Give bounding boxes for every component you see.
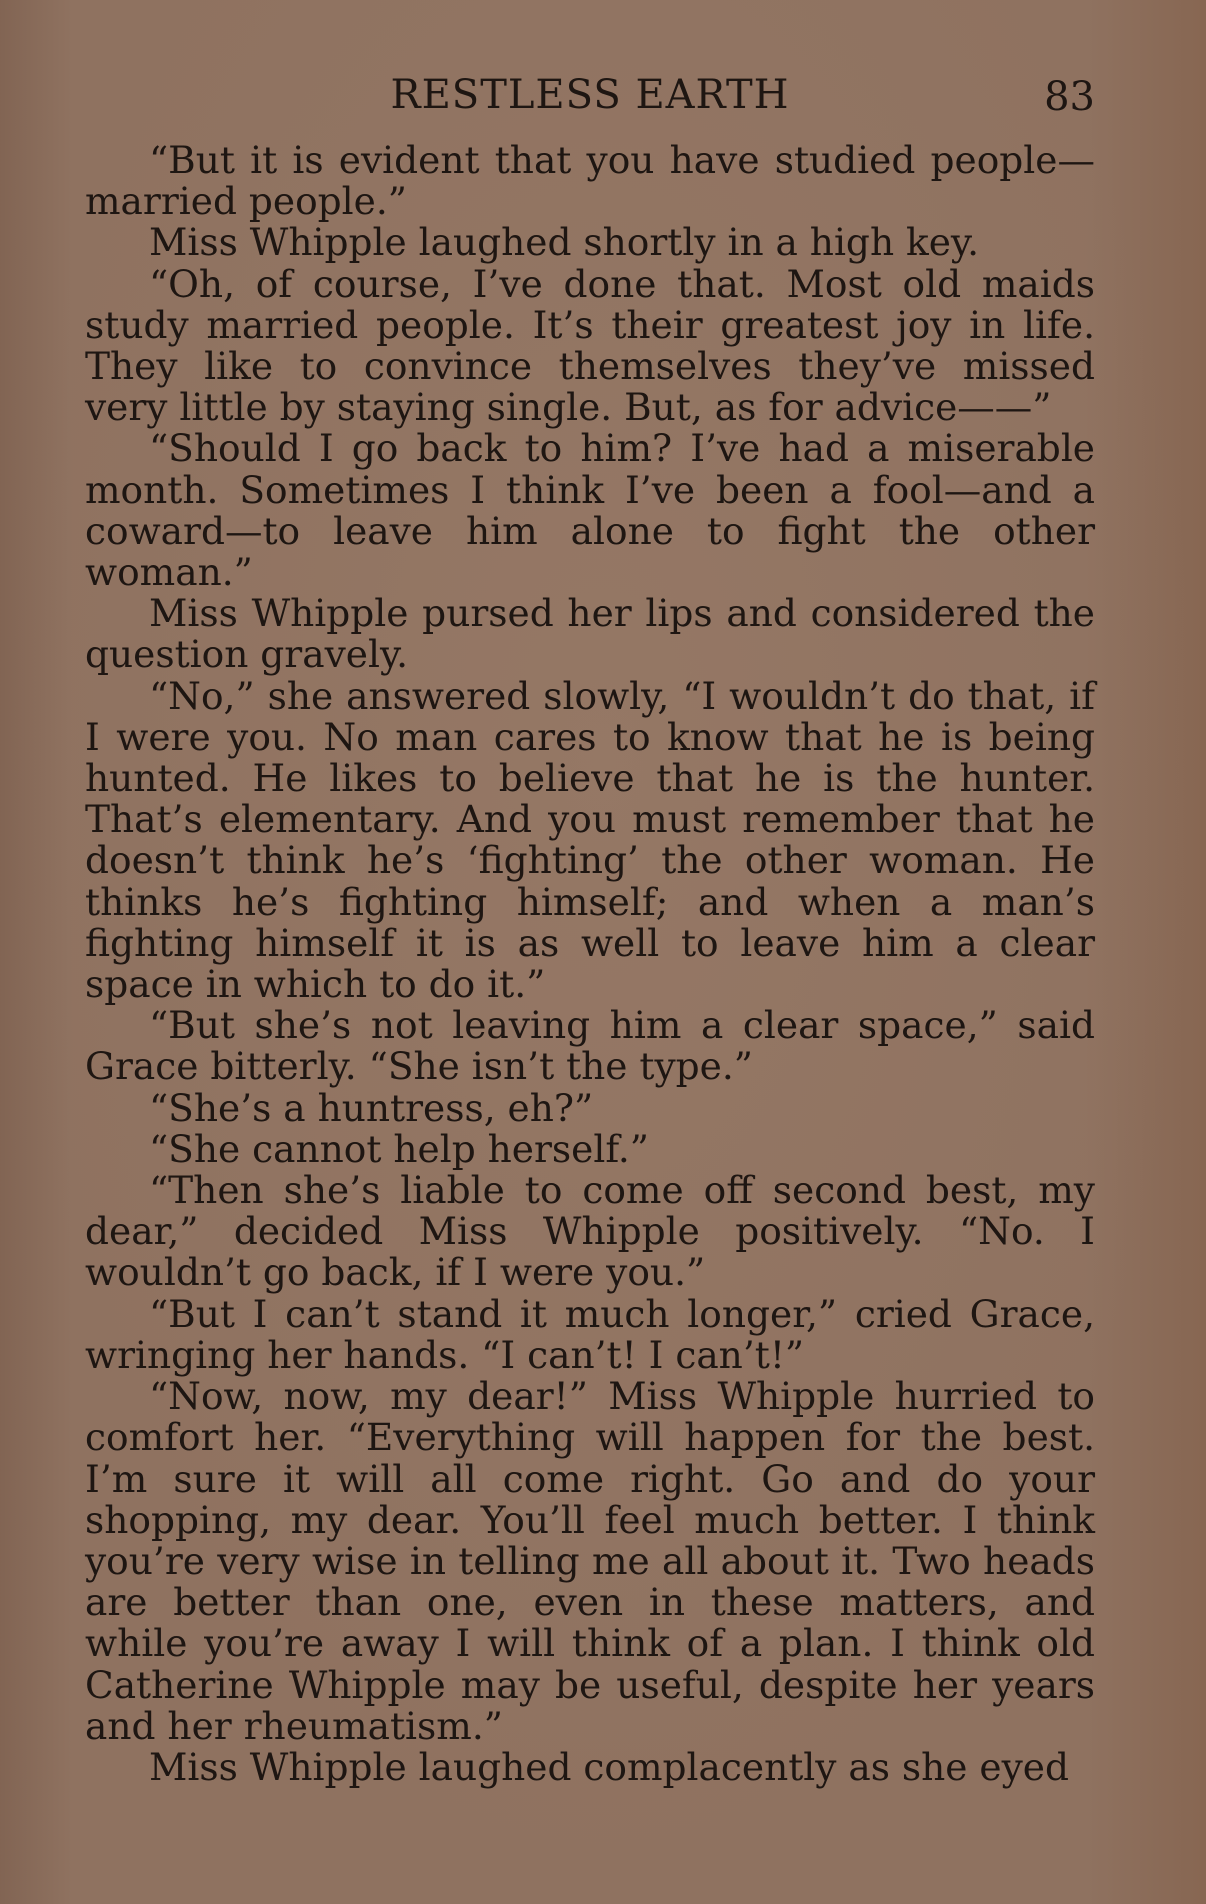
paragraph: Miss Whipple laughed shortly in a high key.: [149, 220, 980, 265]
paragraph: “She’s a huntress, eh?”: [149, 1085, 594, 1130]
paragraph: “But she’s not leaving him a clear space,” said Grace bitterly. “She isn’t the type.”: [85, 1003, 1095, 1089]
paragraph: “Oh, of course, I’ve done that. Most old maids study married people. It’s their greatest joy in life. They like to convince themselves they’ve missed very little by staying single. But, as for advice——”: [85, 261, 1095, 430]
paragraph: “Should I go back to him? I’ve had a miserable month. Sometimes I think I’ve been a fool—and a coward—to leave him alone to fight the other woman.”: [85, 426, 1095, 595]
paragraph: “Now, now, my dear!” Miss Whipple hurried to comfort her. “Everything will happen for the best. I’m sure it will all come right. Go and do your shopping, my dear. You’ll feel much better. I think you’re very wise in telling me all about it. Two heads are better than one, even in these matters, and while you’re away I will think of a plan. I think old Catherine Whipple may be useful, despite her years and her rheumatism.”: [85, 1374, 1095, 1748]
paragraph: “But it is evident that you have studied people—married people.”: [85, 138, 1095, 224]
running-title: RESTLESS EARTH: [390, 72, 790, 118]
paragraph: Miss Whipple pursed her lips and considered the question gravely.: [85, 591, 1095, 677]
paragraph: “She cannot help herself.”: [149, 1126, 649, 1171]
paragraph: Miss Whipple laughed complacently as she eyed: [149, 1744, 1069, 1789]
running-head: [85, 72, 1095, 128]
page-number: 83: [1044, 74, 1095, 120]
paragraph: “Then she’s liable to come off second best, my dear,” decided Miss Whipple positively. “No. I wouldn’t go back, if I were you.”: [85, 1168, 1095, 1295]
body-text: [85, 140, 1095, 1788]
paragraph: “No,” she answered slowly, “I wouldn’t do that, if I were you. No man cares to know that he is being hunted. He likes to believe that he is the hunter. That’s elementary. And you must remember that he doesn’t think he’s ‘fighting’ the other woman. He thinks he’s fighting himself; and when a man’s fighting himself it is as well to leave him a clear space in which to do it.”: [85, 673, 1095, 1007]
paragraph: “But I can’t stand it much longer,” cried Grace, wringing her hands. “I can’t! I can’t!”: [85, 1291, 1095, 1377]
